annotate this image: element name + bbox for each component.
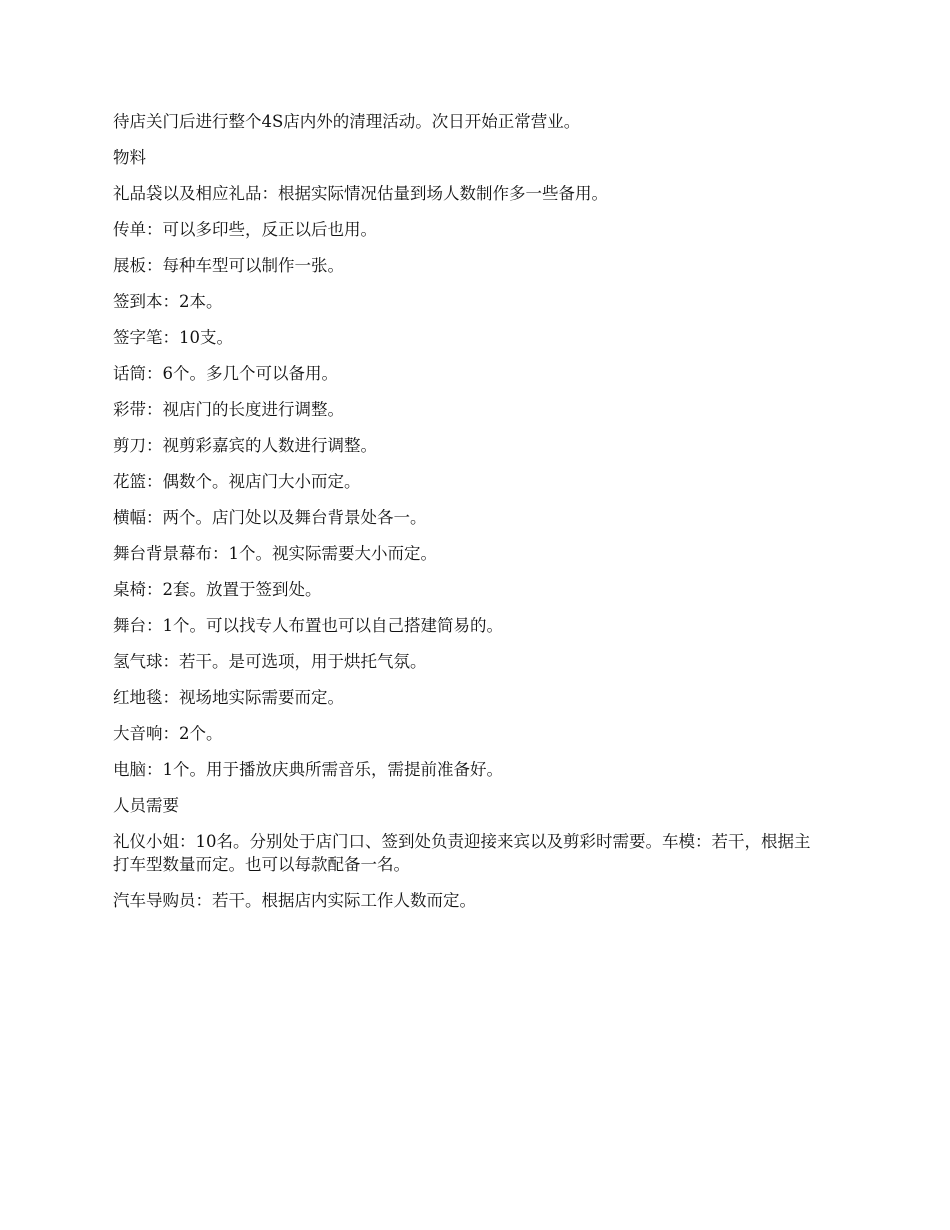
- materials-item-red-carpet: 红地毯：视场地实际需要而定。: [113, 688, 344, 707]
- materials-item-balloons: 氢气球：若干。是可选项，用于烘托气氛。: [113, 652, 427, 671]
- paragraph-closing-cleanup: 待店关门后进行整个4S店内外的清理活动。次日开始正常营业。: [113, 112, 581, 131]
- materials-item-tables-chairs: 桌椅：2套。放置于签到处。: [113, 580, 322, 599]
- materials-item-ribbons: 彩带：视店门的长度进行调整。: [113, 400, 344, 419]
- document-body: [113, 110, 818, 925]
- section-heading-materials: 物料: [113, 148, 146, 167]
- materials-item-banners: 横幅：两个。店门处以及舞台背景处各一。: [113, 508, 427, 527]
- materials-item-microphones: 话筒：6个。多几个可以备用。: [113, 364, 338, 383]
- materials-item-display-boards: 展板：每种车型可以制作一张。: [113, 256, 344, 275]
- materials-item-sign-in-book: 签到本：2本。: [113, 292, 223, 311]
- materials-item-stage-backdrop: 舞台背景幕布：1个。视实际需要大小而定。: [113, 544, 437, 563]
- staffing-item-hostesses-models: 礼仪小姐：10名。分别处于店门口、签到处负责迎接来宾以及剪彩时需要。车模：若干，根据主打车型数量而定。也可以每款配备一名。: [113, 832, 811, 874]
- materials-item-speakers: 大音响：2个。: [113, 724, 223, 743]
- materials-item-flower-baskets: 花篮：偶数个。视店门大小而定。: [113, 472, 361, 491]
- materials-item-scissors: 剪刀：视剪彩嘉宾的人数进行调整。: [113, 436, 377, 455]
- materials-item-pens: 签字笔：10支。: [113, 328, 233, 347]
- materials-item-computer: 电脑：1个。用于播放庆典所需音乐，需提前准备好。: [113, 760, 503, 779]
- materials-item-stage: 舞台：1个。可以找专人布置也可以自己搭建简易的。: [113, 616, 503, 635]
- section-heading-staffing: 人员需要: [113, 796, 179, 815]
- staffing-item-sales-guides: 汽车导购员：若干。根据店内实际工作人数而定。: [113, 891, 476, 910]
- materials-item-flyers: 传单：可以多印些，反正以后也用。: [113, 220, 377, 239]
- materials-item-gift-bags: 礼品袋以及相应礼品：根据实际情况估量到场人数制作多一些备用。: [113, 184, 608, 203]
